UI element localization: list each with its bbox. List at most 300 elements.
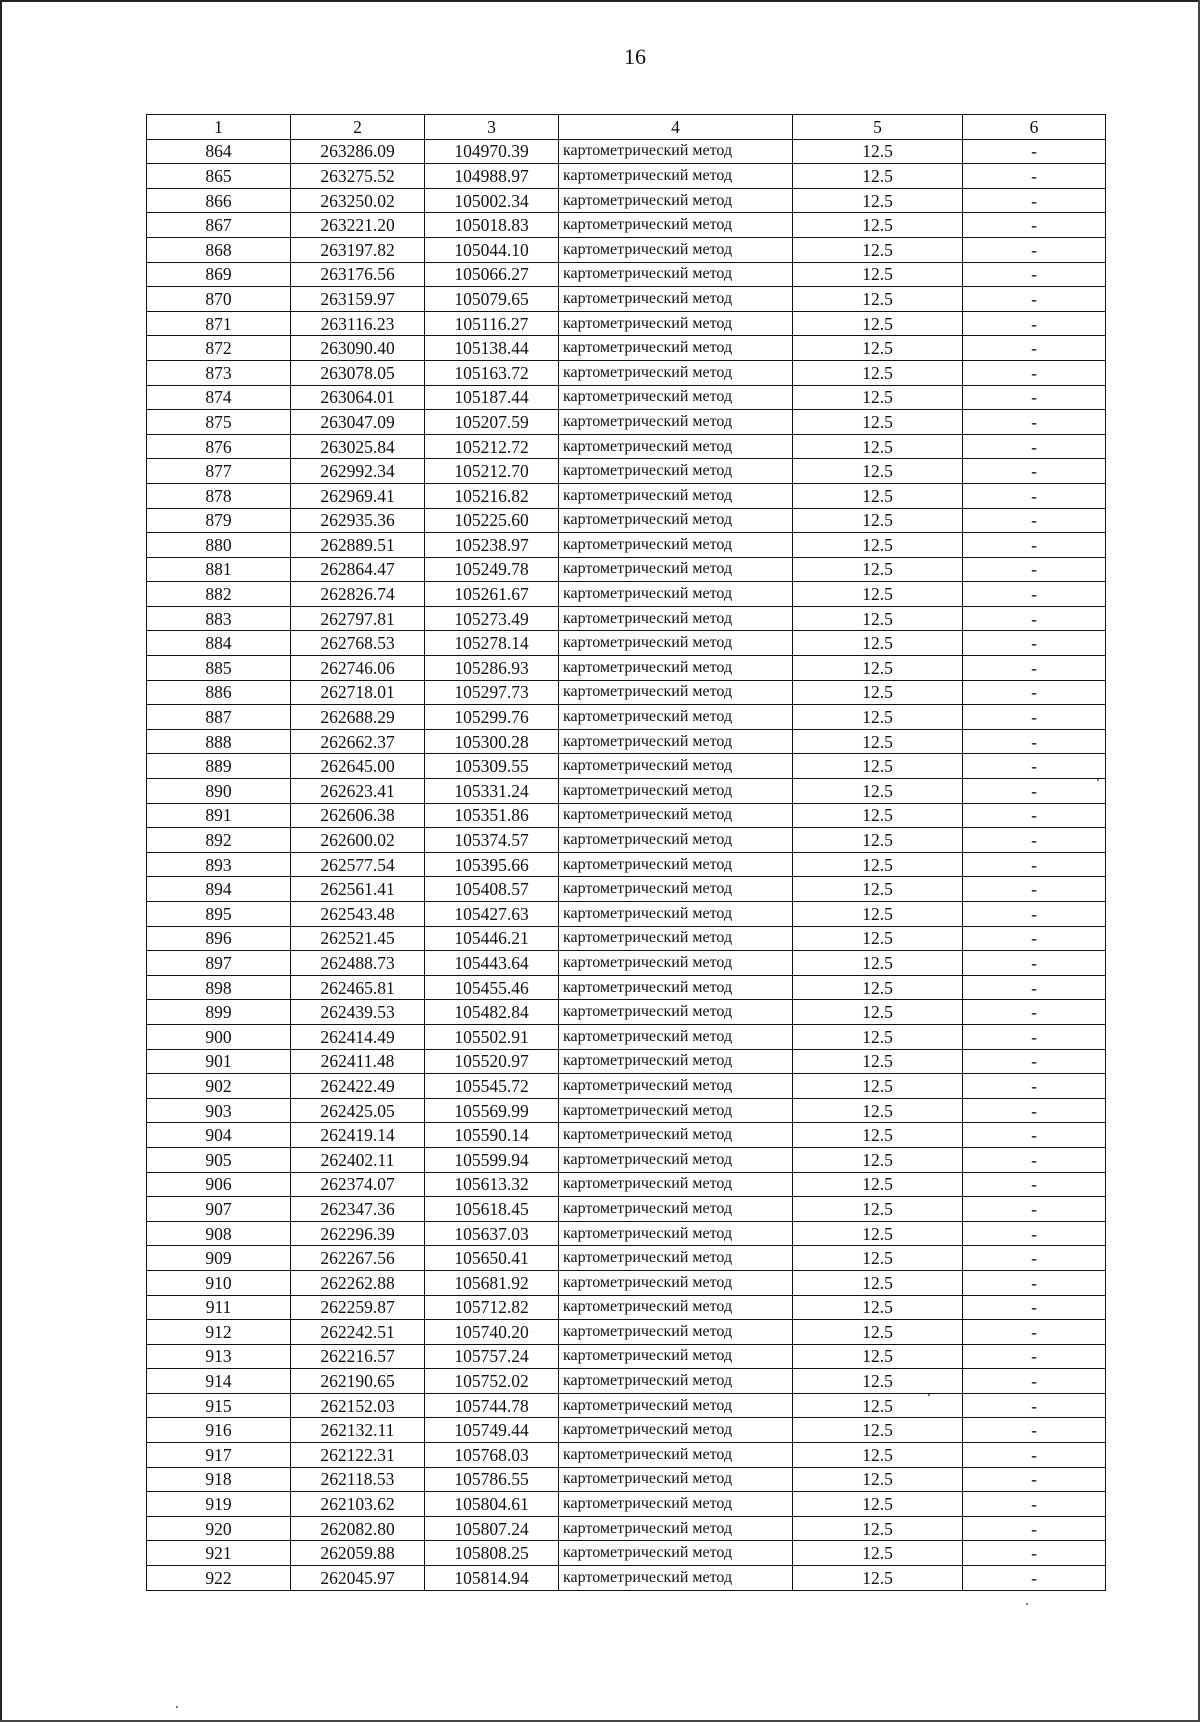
table-cell: 263159.97: [291, 287, 425, 312]
table-cell: картометрический метод: [559, 582, 793, 607]
table-cell: картометрический метод: [559, 287, 793, 312]
table-cell: 262082.80: [291, 1516, 425, 1541]
table-cell: 105786.55: [425, 1467, 559, 1492]
table-cell: 906: [147, 1172, 291, 1197]
table-cell: 12.5: [793, 533, 963, 558]
table-cell: картометрический метод: [559, 1344, 793, 1369]
table-cell: 105331.24: [425, 779, 559, 804]
table-cell: 922: [147, 1566, 291, 1591]
table-cell: картометрический метод: [559, 1098, 793, 1123]
table-cell: 884: [147, 631, 291, 656]
table-cell: 262718.01: [291, 680, 425, 705]
table-cell: 262768.53: [291, 631, 425, 656]
table-cell: -: [963, 975, 1106, 1000]
table-cell: 12.5: [793, 1369, 963, 1394]
table-cell: 105744.78: [425, 1393, 559, 1418]
table-cell: 867: [147, 213, 291, 238]
table-row: [147, 852, 1106, 877]
table-cell: -: [963, 705, 1106, 730]
table-cell: 12.5: [793, 902, 963, 927]
table-cell: -: [963, 656, 1106, 681]
table-cell: -: [963, 483, 1106, 508]
table-cell: 262267.56: [291, 1246, 425, 1271]
table-cell: 263116.23: [291, 311, 425, 336]
table-row: [147, 1024, 1106, 1049]
table-cell: 12.5: [793, 360, 963, 385]
table-cell: 262439.53: [291, 1000, 425, 1025]
table-cell: 872: [147, 336, 291, 361]
table-cell: -: [963, 1418, 1106, 1443]
table-cell: 262419.14: [291, 1123, 425, 1148]
table-cell: 881: [147, 557, 291, 582]
table-cell: 874: [147, 385, 291, 410]
table-cell: 105163.72: [425, 360, 559, 385]
table-cell: -: [963, 262, 1106, 287]
table-cell: 879: [147, 508, 291, 533]
table-row: [147, 582, 1106, 607]
table-cell: 12.5: [793, 336, 963, 361]
table-cell: -: [963, 1566, 1106, 1591]
table-cell: 262411.48: [291, 1049, 425, 1074]
table-row: [147, 1270, 1106, 1295]
table-cell: 262488.73: [291, 951, 425, 976]
scan-speck: [928, 1394, 930, 1396]
table-cell: 105207.59: [425, 410, 559, 435]
table-cell: 105443.64: [425, 951, 559, 976]
table-cell: 262242.51: [291, 1320, 425, 1345]
table-row: [147, 606, 1106, 631]
table-cell: 262662.37: [291, 729, 425, 754]
scan-speck: [1026, 1603, 1028, 1605]
table-cell: 865: [147, 164, 291, 189]
table-cell: -: [963, 459, 1106, 484]
table-row: [147, 385, 1106, 410]
table-cell: 12.5: [793, 164, 963, 189]
table-row: [147, 483, 1106, 508]
table-cell: 890: [147, 779, 291, 804]
table-cell: 105079.65: [425, 287, 559, 312]
column-header: 1: [147, 115, 291, 140]
table-cell: картометрический метод: [559, 1270, 793, 1295]
table-cell: картометрический метод: [559, 1246, 793, 1271]
table-cell: картометрический метод: [559, 951, 793, 976]
table-cell: 871: [147, 311, 291, 336]
table-cell: 12.5: [793, 803, 963, 828]
table-cell: 895: [147, 902, 291, 927]
table-cell: 12.5: [793, 459, 963, 484]
table-cell: 262543.48: [291, 902, 425, 927]
table-cell: 105808.25: [425, 1541, 559, 1566]
table-cell: 263176.56: [291, 262, 425, 287]
table-cell: -: [963, 1541, 1106, 1566]
table-cell: -: [963, 237, 1106, 262]
table-cell: 105408.57: [425, 877, 559, 902]
table-row: [147, 1418, 1106, 1443]
table-cell: 105814.94: [425, 1566, 559, 1591]
table-cell: -: [963, 336, 1106, 361]
table-row: [147, 287, 1106, 312]
table-cell: 105044.10: [425, 237, 559, 262]
table-cell: -: [963, 1172, 1106, 1197]
table-cell: 12.5: [793, 1443, 963, 1468]
table-cell: -: [963, 434, 1106, 459]
table-cell: -: [963, 828, 1106, 853]
table-cell: 262935.36: [291, 508, 425, 533]
table-cell: 12.5: [793, 779, 963, 804]
table-cell: картометрический метод: [559, 1467, 793, 1492]
table-cell: картометрический метод: [559, 1566, 793, 1591]
table-cell: 105613.32: [425, 1172, 559, 1197]
table-cell: 262864.47: [291, 557, 425, 582]
table-cell: 885: [147, 656, 291, 681]
table-cell: 12.5: [793, 262, 963, 287]
table-cell: 105569.99: [425, 1098, 559, 1123]
table-cell: картометрический метод: [559, 164, 793, 189]
table-cell: 262103.62: [291, 1492, 425, 1517]
table-row: [147, 1369, 1106, 1394]
table-cell: 105309.55: [425, 754, 559, 779]
table-cell: -: [963, 1467, 1106, 1492]
table-cell: картометрический метод: [559, 926, 793, 951]
table-row: [147, 729, 1106, 754]
table-cell: 262797.81: [291, 606, 425, 631]
table-cell: -: [963, 631, 1106, 656]
table-cell: -: [963, 1000, 1106, 1025]
table-cell: -: [963, 1123, 1106, 1148]
table-row: [147, 779, 1106, 804]
table-cell: -: [963, 852, 1106, 877]
table-header-row: [147, 115, 1106, 140]
table-cell: 12.5: [793, 237, 963, 262]
table-cell: -: [963, 188, 1106, 213]
table-row: [147, 1098, 1106, 1123]
table-cell: 12.5: [793, 926, 963, 951]
table-cell: -: [963, 533, 1106, 558]
table-cell: 878: [147, 483, 291, 508]
table-cell: 262561.41: [291, 877, 425, 902]
coordinates-table: [146, 114, 1106, 1591]
table-cell: 263221.20: [291, 213, 425, 238]
table-cell: 905: [147, 1147, 291, 1172]
table-cell: картометрический метод: [559, 1024, 793, 1049]
table-row: [147, 975, 1106, 1000]
table-cell: 105807.24: [425, 1516, 559, 1541]
table-cell: 864: [147, 139, 291, 164]
table-cell: 263047.09: [291, 410, 425, 435]
table-cell: картометрический метод: [559, 533, 793, 558]
table-cell: 105225.60: [425, 508, 559, 533]
table-cell: 894: [147, 877, 291, 902]
table-cell: -: [963, 508, 1106, 533]
table-cell: 12.5: [793, 1098, 963, 1123]
table-cell: 262347.36: [291, 1197, 425, 1222]
table-cell: -: [963, 410, 1106, 435]
table-cell: 105212.70: [425, 459, 559, 484]
table-cell: -: [963, 1147, 1106, 1172]
table-cell: 105637.03: [425, 1221, 559, 1246]
table-cell: 12.5: [793, 606, 963, 631]
table-row: [147, 311, 1106, 336]
table-cell: 909: [147, 1246, 291, 1271]
table-cell: 12.5: [793, 1295, 963, 1320]
table-cell: 889: [147, 754, 291, 779]
table-cell: 12.5: [793, 508, 963, 533]
scan-speck: [1097, 779, 1099, 781]
table-cell: 262122.31: [291, 1443, 425, 1468]
table-cell: 873: [147, 360, 291, 385]
table-cell: 12.5: [793, 1172, 963, 1197]
table-cell: 262623.41: [291, 779, 425, 804]
scan-edge-left: [0, 0, 2, 1722]
table-cell: 105351.86: [425, 803, 559, 828]
table-cell: 105249.78: [425, 557, 559, 582]
table-cell: 12.5: [793, 287, 963, 312]
table-cell: картометрический метод: [559, 779, 793, 804]
table-cell: 263250.02: [291, 188, 425, 213]
table-cell: картометрический метод: [559, 434, 793, 459]
table-cell: -: [963, 1246, 1106, 1271]
table-cell: 105297.73: [425, 680, 559, 705]
table-cell: 883: [147, 606, 291, 631]
table-cell: 869: [147, 262, 291, 287]
table-cell: 105681.92: [425, 1270, 559, 1295]
table-cell: -: [963, 1443, 1106, 1468]
table-cell: 263197.82: [291, 237, 425, 262]
table-row: [147, 680, 1106, 705]
table-cell: картометрический метод: [559, 705, 793, 730]
table-cell: картометрический метод: [559, 139, 793, 164]
table-row: [147, 533, 1106, 558]
table-cell: -: [963, 164, 1106, 189]
table-cell: 105212.72: [425, 434, 559, 459]
table-cell: 263025.84: [291, 434, 425, 459]
table-cell: -: [963, 139, 1106, 164]
table-cell: -: [963, 926, 1106, 951]
table-cell: 262465.81: [291, 975, 425, 1000]
table-row: [147, 1467, 1106, 1492]
table-cell: 262688.29: [291, 705, 425, 730]
table-cell: 12.5: [793, 385, 963, 410]
table-cell: картометрический метод: [559, 459, 793, 484]
table-cell: 262216.57: [291, 1344, 425, 1369]
table-cell: картометрический метод: [559, 188, 793, 213]
table-cell: 105427.63: [425, 902, 559, 927]
table-cell: 262521.45: [291, 926, 425, 951]
table-cell: 105002.34: [425, 188, 559, 213]
column-header: 3: [425, 115, 559, 140]
table-row: [147, 1492, 1106, 1517]
table-cell: картометрический метод: [559, 1000, 793, 1025]
table-cell: 902: [147, 1074, 291, 1099]
table-row: [147, 1074, 1106, 1099]
table-cell: 907: [147, 1197, 291, 1222]
table-cell: 12.5: [793, 680, 963, 705]
table-cell: 105238.97: [425, 533, 559, 558]
table-cell: 870: [147, 287, 291, 312]
table-cell: 263286.09: [291, 139, 425, 164]
table-cell: 105216.82: [425, 483, 559, 508]
column-header: 2: [291, 115, 425, 140]
table-cell: 105300.28: [425, 729, 559, 754]
table-row: [147, 877, 1106, 902]
table-cell: картометрический метод: [559, 1443, 793, 1468]
table-row: [147, 1516, 1106, 1541]
table-cell: 880: [147, 533, 291, 558]
table-cell: 886: [147, 680, 291, 705]
table-cell: -: [963, 779, 1106, 804]
table-cell: 105520.97: [425, 1049, 559, 1074]
table-cell: 12.5: [793, 852, 963, 877]
table-cell: 12.5: [793, 139, 963, 164]
table-row: [147, 1393, 1106, 1418]
table-cell: -: [963, 754, 1106, 779]
table-cell: 105374.57: [425, 828, 559, 853]
table-cell: 896: [147, 926, 291, 951]
table-cell: 262262.88: [291, 1270, 425, 1295]
table-cell: картометрический метод: [559, 1221, 793, 1246]
table-cell: 12.5: [793, 1049, 963, 1074]
table-cell: картометрический метод: [559, 360, 793, 385]
table-cell: 900: [147, 1024, 291, 1049]
table-cell: картометрический метод: [559, 1049, 793, 1074]
table-cell: -: [963, 606, 1106, 631]
table-cell: картометрический метод: [559, 483, 793, 508]
table-row: [147, 951, 1106, 976]
table-cell: 262374.07: [291, 1172, 425, 1197]
table-cell: 868: [147, 237, 291, 262]
table-cell: 12.5: [793, 582, 963, 607]
table-cell: 893: [147, 852, 291, 877]
table-cell: 914: [147, 1369, 291, 1394]
table-row: [147, 557, 1106, 582]
table-cell: 105618.45: [425, 1197, 559, 1222]
table-cell: -: [963, 385, 1106, 410]
table-cell: 105455.46: [425, 975, 559, 1000]
table-cell: 105757.24: [425, 1344, 559, 1369]
table-cell: 917: [147, 1443, 291, 1468]
table-row: [147, 1221, 1106, 1246]
table-cell: 262259.87: [291, 1295, 425, 1320]
table-cell: 12.5: [793, 1541, 963, 1566]
table-cell: 12.5: [793, 1246, 963, 1271]
table-cell: 105273.49: [425, 606, 559, 631]
table-cell: 262969.41: [291, 483, 425, 508]
table-cell: 262045.97: [291, 1566, 425, 1591]
table-cell: 910: [147, 1270, 291, 1295]
table-cell: 892: [147, 828, 291, 853]
table-cell: картометрический метод: [559, 1369, 793, 1394]
table-cell: 12.5: [793, 1566, 963, 1591]
table-cell: -: [963, 1369, 1106, 1394]
table-cell: 12.5: [793, 1270, 963, 1295]
table-cell: 262992.34: [291, 459, 425, 484]
table-cell: 262118.53: [291, 1467, 425, 1492]
table-row: [147, 237, 1106, 262]
table-cell: 105590.14: [425, 1123, 559, 1148]
table-cell: 921: [147, 1541, 291, 1566]
table-row: [147, 410, 1106, 435]
table-cell: 918: [147, 1467, 291, 1492]
table-cell: 12.5: [793, 483, 963, 508]
table-cell: картометрический метод: [559, 656, 793, 681]
table-cell: 105502.91: [425, 1024, 559, 1049]
table-cell: картометрический метод: [559, 1197, 793, 1222]
table-cell: 105187.44: [425, 385, 559, 410]
table-cell: -: [963, 1393, 1106, 1418]
table-row: [147, 1172, 1106, 1197]
table-cell: 105650.41: [425, 1246, 559, 1271]
table-cell: 105752.02: [425, 1369, 559, 1394]
table-cell: -: [963, 1320, 1106, 1345]
table-cell: 891: [147, 803, 291, 828]
page-number: 16: [624, 44, 646, 69]
table-cell: 898: [147, 975, 291, 1000]
table-cell: 262425.05: [291, 1098, 425, 1123]
table-cell: -: [963, 1221, 1106, 1246]
table-cell: картометрический метод: [559, 1516, 793, 1541]
table-cell: 12.5: [793, 213, 963, 238]
table-cell: 105286.93: [425, 656, 559, 681]
table-cell: картометрический метод: [559, 828, 793, 853]
table-cell: -: [963, 1049, 1106, 1074]
table-cell: 12.5: [793, 410, 963, 435]
table-cell: 104988.97: [425, 164, 559, 189]
table-cell: картометрический метод: [559, 1295, 793, 1320]
table-cell: картометрический метод: [559, 729, 793, 754]
table-cell: 12.5: [793, 828, 963, 853]
table-row: [147, 803, 1106, 828]
table-cell: картометрический метод: [559, 508, 793, 533]
table-cell: картометрический метод: [559, 1393, 793, 1418]
table-cell: -: [963, 902, 1106, 927]
table-cell: картометрический метод: [559, 754, 793, 779]
table-cell: -: [963, 1197, 1106, 1222]
table-cell: 908: [147, 1221, 291, 1246]
table-cell: 12.5: [793, 1024, 963, 1049]
table-cell: 105116.27: [425, 311, 559, 336]
table-cell: 12.5: [793, 729, 963, 754]
table-row: [147, 656, 1106, 681]
table-cell: 105446.21: [425, 926, 559, 951]
table-cell: 262606.38: [291, 803, 425, 828]
table-cell: 262746.06: [291, 656, 425, 681]
table-cell: 916: [147, 1418, 291, 1443]
table-cell: картометрический метод: [559, 877, 793, 902]
table-cell: 12.5: [793, 1516, 963, 1541]
table-cell: -: [963, 1492, 1106, 1517]
table-cell: -: [963, 360, 1106, 385]
table-row: [147, 188, 1106, 213]
table-cell: картометрический метод: [559, 975, 793, 1000]
table-row: [147, 1541, 1106, 1566]
table-row: [147, 1000, 1106, 1025]
table-cell: 262826.74: [291, 582, 425, 607]
table-cell: картометрический метод: [559, 1074, 793, 1099]
table-cell: 12.5: [793, 1467, 963, 1492]
table-row: [147, 1049, 1106, 1074]
table-row: [147, 631, 1106, 656]
table-cell: 877: [147, 459, 291, 484]
table-cell: 263090.40: [291, 336, 425, 361]
table-row: [147, 828, 1106, 853]
table-cell: 12.5: [793, 1320, 963, 1345]
table-cell: 12.5: [793, 1221, 963, 1246]
table-row: [147, 459, 1106, 484]
table-cell: 262600.02: [291, 828, 425, 853]
table-cell: 912: [147, 1320, 291, 1345]
table-row: [147, 1147, 1106, 1172]
table-cell: 876: [147, 434, 291, 459]
